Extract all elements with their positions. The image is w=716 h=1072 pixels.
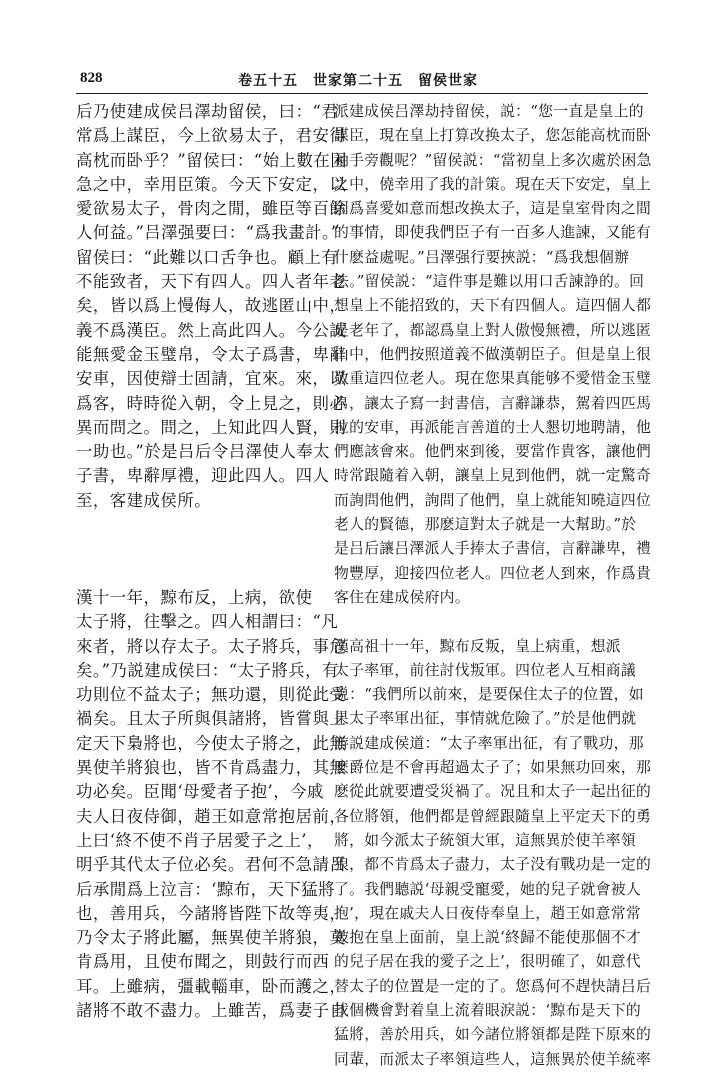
modern-translation-column: 派建成侯吕澤劫持留侯，説：“您一直是皇上的 謀臣，現在皇上打算改换太子，您怎能高枕而卧 袖手旁觀呢？”留侯説：“當初皇上多次處於困急 之中，僥幸用了我的計策。現在天下安定，皇上 因爲喜愛如意而想改换太子，這是皇室骨肉之間 的事情，即使我們臣子有一百多人進諫，又能有 什麽益處呢。”吕澤强行要挾説：“爲我想個辦 法。”留侯説：“這件事是難以用口舌諫諍的。回 想皇上不能招致的，天下有四個人。這四個人都 是老年了，都認爲皇上對人傲慢無禮，所以逃匿 山中，他們按照道義不做漢朝臣子。但是皇上很 敬重這四位老人。現在您果真能够不愛惜金玉璧 帛，讓太子寫一封書信，言辭謙恭，駕着四匹馬 拉的安車，再派能言善道的士人懇切地聘請，他 們應該會來。他們來到後，要當作貴客，讓他們 時常跟隨着入朝，讓皇上見到他們，就一定驚奇 而詢問他們，詢問了他們，皇上就能知曉這四位 老人的賢德，那麽這對太子就是一大幫助。”於 是吕后讓吕澤派人手捧太子書信，言辭謙卑，禮 物豐厚，迎接四位老人。四位老人到來，作爲貴 客住在建成侯府内。 漢高祖十一年，黥布反叛，皇上病重，想派 太子率軍，前往討伐叛軍。四位老人互相商議 説：“我們所以前來，是要保住太子的位置，如 果太子率軍出征，事情就危險了。”於是他們就 游説建成侯道：“太子率軍出征，有了戰功，那 麽爵位是不會再超過太子了；如果無功回來，那 麽從此就要遭受災禍了。况且和太子一起出征的 各位將領，他們都是曾經跟隨皇上平定天下的勇 將，如今派太子統領大軍，這無異於使羊率領 狼，都不肯爲太子盡力，太子没有戰功是一定的 了。我們聽説‘母親受寵愛，她的兒子就會被人 抱’，現在戚夫人日夜侍奉皇上，趙王如意常常 被抱在皇上面前，皇上説‘終歸不能使那個不才 的兒子居在我的愛子之上’，很明確了，如意代 替太子的位置是一定的了。您爲何不趕快請吕后 找個機會對着皇上流着眼淚説：‘黥布是天下的 猛將，善於用兵，如今諸位將領都是陛下原來的 同輩，而派太子率領這些人，這無異於使羊統率 bbox=[334, 103, 652, 1068]
header-rule bbox=[76, 93, 648, 94]
classical-chinese-column: 后乃使建成侯吕澤劫留侯，曰：“君 常爲上謀臣，今上欲易太子，君安得 高枕而卧乎？”留侯曰：“始上數在困 急之中，幸用臣策。今天下安定，以 愛欲易太子，骨肉之閒，雖臣等百餘 人何益。”吕澤强要曰：“爲我畫計。” 留侯曰：“此難以口舌争也。顧上有 不能致者，天下有四人。四人者年老 矣，皆以爲上慢侮人，故逃匿山中， 義不爲漢臣。然上高此四人。今公誠 能無愛金玉璧帛，令太子爲書，卑辭 安車，因使辯士固請，宜來。來，以 爲客，時時從入朝，令上見之，則必 異而問之。問之，上知此四人賢，則 一助也。”於是吕后令吕澤使人奉太 子書，卑辭厚禮，迎此四人。四人 至，客建成侯所。 漢十一年，黥布反，上病，欲使 太子將，往擊之。四人相謂曰：“凡 來者，將以存太子。太子將兵，事危 矣。”乃説建成侯曰：“太子將兵，有 功則位不益太子；無功還，則從此受 禍矣。且太子所與俱諸將，皆嘗與上 定天下梟將也，今使太子將之，此無 異使羊將狼也，皆不肯爲盡力，其無 功必矣。臣聞‘母愛者子抱’，今戚 夫人日夜侍御，趙王如意常抱居前， 上曰‘終不使不肖子居愛子之上’， 明乎其代太子位必矣。君何不急請吕 后承閒爲上泣言：‘黥布，天下猛將 也，善用兵，今諸將皆陛下故等夷， 乃令太子將此屬，無異使羊將狼，莫 肯爲用，且使布聞之，則鼓行而西 耳。上雖病，彊載輜車，卧而護之， 諸將不敢不盡力。上雖苦，爲妻子自 bbox=[76, 102, 348, 1020]
page-number: 828 bbox=[80, 70, 103, 86]
running-head: 卷五十五 世家第二十五 留侯世家 bbox=[238, 73, 478, 89]
